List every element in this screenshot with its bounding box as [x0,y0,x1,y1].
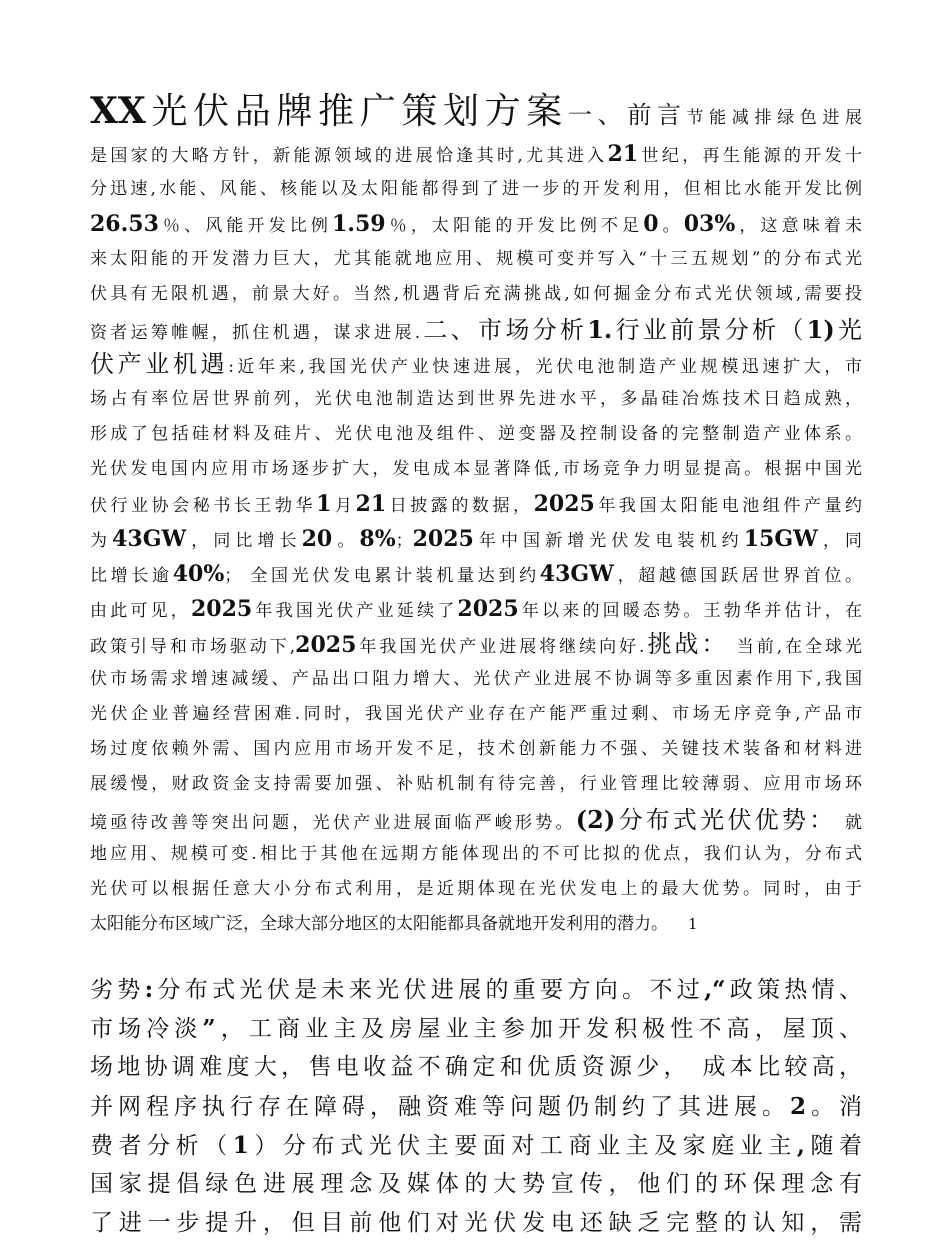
body-text: 由此可见， [90,601,191,621]
text-line [90,312,862,347]
body-text: 随着 [804,1133,863,1159]
text-line: 地应用、规模可变.相比于其他在远期方能体现出的不可比拟的优点，我们认为，分布式 [90,844,862,864]
text-line: 分迅速,水能、风能、核能以及太阳能都得到了进一步的开发利用，但相比水能开发比例 [90,179,862,199]
number: 1 [232,1132,249,1159]
number: 0 [643,211,659,237]
text-line: 伏市场需求增速减缓、产品出口阻力增大、光伏产业进展不协调等多重因素作用下,我国 [90,669,862,689]
body-text: ，这意味着未 [735,216,863,236]
body-text: : [144,976,154,1003]
body-text: 年以来的回暖态势。王勃华并估计，在 [518,601,863,621]
body-text: 当前,在全球光 [728,637,862,657]
body-text: 比增长逾 [90,566,173,586]
number: 03% [683,211,736,237]
body-text: 境亟待改善等突出问题，光伏产业进展面临严峻形势。 [90,813,576,833]
body-text: 节能减排绿色进展 [686,108,863,128]
body-text: ％、风能开发比例 [158,216,332,236]
body-text: :近年来,我国光伏产业快速进展，光伏电池制造产业规模迅速扩大，市 [228,357,863,377]
page-number: 1 [688,915,698,933]
number: 2025 [295,632,357,658]
text-line [90,522,862,557]
body-text: 费者分析（ [90,1133,233,1159]
body-text: 世纪，再生能源的开发十 [638,146,862,166]
number: (2) [575,805,616,834]
text-line [90,487,862,522]
body-text: 年我国光伏产业进展将继续向好. [356,637,645,657]
text-line [90,907,862,942]
number: 26.53 [90,211,159,237]
subheading: 挑战： [644,630,729,658]
number: 2025 [191,596,253,622]
text-line [90,592,862,627]
body-text: ，工商业主及房屋业主参加开发积极性不高，屋顶、 [215,1016,863,1042]
text-line: 来太阳能的开发潜力巨大，尤其能就地应用、规模可变并写入“十三五规划”的分布式光 [90,249,862,269]
number: 21 [607,141,639,167]
number: 2025 [412,526,474,552]
subheading: 光 [834,316,863,344]
number: 1) [806,315,835,344]
number: 40% [172,561,225,587]
text-line: 光伏发电国内应用市场逐步扩大，发电成本显著降低,市场竞争力明显提高。根据中国光 [90,459,862,479]
body-text: ％，太阳能的开发比例不足 [385,216,644,236]
text-line [90,85,862,137]
text-line [90,970,862,1009]
body-text: 日披露的数据， [386,496,534,516]
number: 2025 [457,596,519,622]
text-line [90,347,862,382]
body-text: 政策热情、 [725,977,863,1003]
body-text: 年中国新增光伏发电装机约 [473,531,744,551]
body-text: 。消 [806,1094,863,1120]
text-line [90,1126,862,1165]
body-text: ，同 [817,531,863,551]
text-line: 场占有率位居世界前列，光伏电池制造达到世界先进水平，多晶硅冶炼技术日趋成熟， [90,389,862,409]
body-text: 年我国太阳能电池组件产量约 [594,496,863,516]
text-line: 了进一步提升，但目前他们对光伏发电还缺乏完整的认知，需 [90,1210,862,1236]
section-heading-market: 二、市场分析 [420,316,588,344]
text-line [90,627,862,662]
body-text: 劣势 [90,977,145,1003]
document-title: 光伏品牌推广策划方案 [145,91,568,132]
number: 21 [355,491,387,517]
body-text: ； [395,531,413,551]
text-line: 伏具有无限机遇，前景大好。当然,机遇背后充满挑战,如何掘金分布式光伏领域,需要投 [90,284,862,304]
body-text: 年我国光伏产业延续了 [252,601,458,621]
body-text: ,“ [704,976,726,1003]
body-text: 。 [332,531,360,551]
body-text: 是国家的大略方针，新能源领域的进展恰逢其时,尤其进入 [90,146,608,166]
body-text: 就 [836,813,863,833]
text-line [90,1087,862,1126]
body-text: 为 [90,531,113,551]
body-text: 市场冷淡 [90,1016,203,1042]
text-line: 国家提倡绿色进展理念及媒体的大势宣传，他们的环保理念有 [90,1171,862,1197]
document-title-prefix: XX [90,90,146,132]
body-text: ； 全国光伏发电累计装机量达到约 [224,566,540,586]
text-line [90,1009,862,1048]
body-text: , [796,1132,805,1159]
body-text: 伏行业协会秘书长王勃华 [90,496,317,516]
number: 1. [587,315,613,344]
text-line [90,207,862,242]
document-page [90,85,862,1243]
number: 43GW [539,561,614,587]
text-line: 形成了包括硅材料及硅片、光伏电池及组件、逆变器及控制设备的完整制造产业体系。 [90,424,862,444]
subheading: 分布式光伏优势： [615,806,837,834]
number: 20 [301,526,333,552]
body-text: ，超越德国跃居世界首位。 [613,566,863,586]
text-line [90,137,862,172]
body-text: 分布式光伏是未来光伏进展的重要方向。不过 [153,977,705,1003]
text-line [90,557,862,592]
text-line: 场过度依赖外需、国内应用市场开发不足，技术创新能力不强、关键技术装备和材料进 [90,739,862,759]
subheading: 伏产业机遇 [90,350,229,378]
body-text: 太阳能分布区域广泛，全球大部分地区的太阳能都具备就地开发利用的潜力。 [90,914,668,934]
number: 15GW [743,526,818,552]
number: 2025 [533,491,595,517]
text-line: 展缓慢，财政资金支持需要加强、补贴机制有待完善，行业管理比较薄弱、应用市场环 [90,774,862,794]
body-text: 并网程序执行存在障碍，融资难等问题仍制约了其进展。 [90,1094,790,1120]
body-text: ” [202,1015,216,1042]
number: 1.59 [332,211,386,237]
body-text: 资者运筹帷幄，抓住机遇，谋求进展. [90,323,421,343]
subheading: 行业前景分析（ [612,316,807,344]
number: 2 [790,1093,807,1120]
body-text: 政策引导和市场驱动下, [90,637,296,657]
text-line: 光伏企业普遍经营困难.同时，我国光伏产业存在产能严重过剩、市场无序竞争,产品市 [90,704,862,724]
number: 8% [359,526,396,552]
text-line: 场地协调难度大，售电收益不确定和优质资源少， 成本比较高， [90,1054,862,1080]
number: 1 [316,491,332,517]
body-text: ）分布式光伏主要面对工商业主及家庭业主 [248,1133,797,1159]
text-line: 光伏可以根据任意大小分布式利用，是近期体现在光伏发电上的最大优势。同时，由于 [90,879,862,899]
text-line [90,802,862,837]
body-text: 。 [658,216,684,236]
number: 43GW [112,526,187,552]
section-heading-preface: 一、前言 [567,101,687,129]
page-two-text [90,970,862,1243]
body-text: ，同比增长 [186,531,302,551]
body-text: 月 [331,496,356,516]
